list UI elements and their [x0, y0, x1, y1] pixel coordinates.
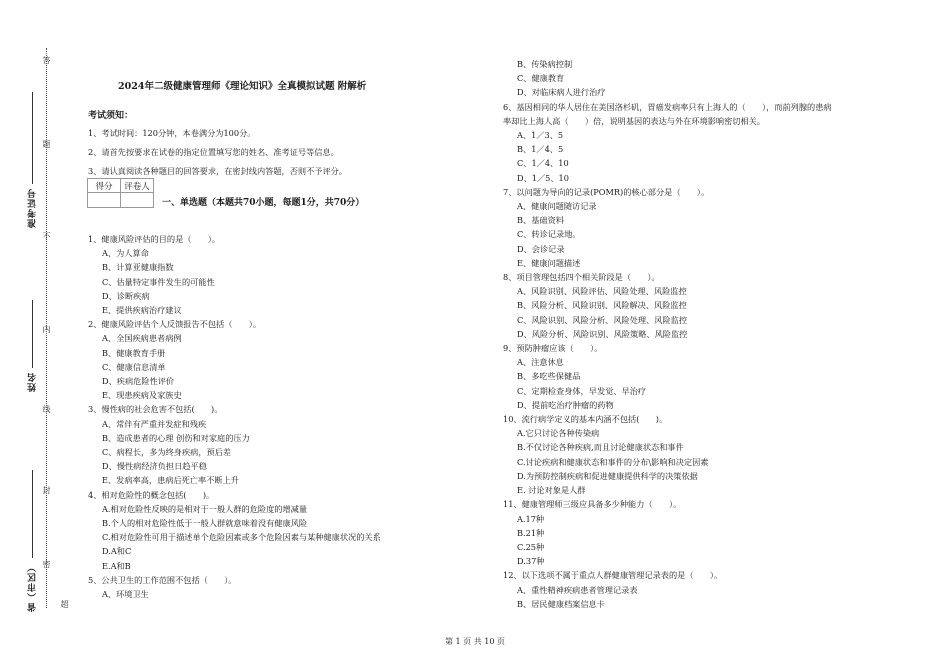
region-line: [32, 470, 33, 558]
answer-option: B、基础资料: [517, 215, 564, 226]
score-table: [87, 178, 154, 208]
right-question-column: [503, 57, 832, 611]
question-stem: 10、流行病学定义的基本内涵不包括( )。: [503, 414, 668, 425]
answer-option: E.A和B: [102, 560, 131, 571]
answer-option: D、对临床病人进行治疗: [517, 87, 606, 98]
answer-option: C.相对危险性可用于描述单个危险因素或多个危险因素与某种健康状况的关系: [102, 532, 381, 543]
question-stem: 7、以问题为导向的记录(POMR)的核心部分是（ ）。: [503, 186, 710, 197]
seal-mark: 内: [42, 325, 51, 333]
answer-option: A、为人算命: [102, 248, 149, 259]
question-stem: 2、健康风险评估个人反馈报告不包括（ ）。: [88, 319, 262, 330]
answer-option: C.讨论疾病和健康状态和事件的分布\影响和决定因素: [517, 456, 709, 467]
answer-option: E、现患疾病及家族史: [102, 390, 182, 401]
answer-option: B、1／4、5: [517, 144, 564, 155]
seal-mark: 答: [42, 56, 51, 64]
page-title: 2024年二级健康管理师《理论知识》全真模拟试题 附解析: [118, 81, 367, 92]
question-stem: 11、健康管理师三级应具备多少种能力（ ）。: [503, 499, 682, 510]
answer-option: E、发病率高，患病后死亡率不断上升: [102, 475, 239, 486]
answer-option: B、居民健康档案信息卡: [517, 598, 605, 609]
seal-mark: 线: [42, 405, 51, 413]
name-line: [32, 300, 33, 368]
exam-number-label: 准考证号: [28, 188, 38, 228]
answer-option: A、环境卫生: [102, 589, 149, 600]
answer-option: D.A和C: [102, 546, 132, 557]
question-stem: 4、相对危险性的概念包括( )。: [88, 489, 215, 500]
seal-mark: 超: [60, 600, 69, 608]
answer-option: D、风险分析、风险识别、风险策略、风险监控: [517, 328, 688, 339]
answer-option: C、健康教育: [517, 73, 565, 84]
answer-option: C、健康信息清单: [102, 361, 166, 372]
answer-option: A、注意休息: [517, 357, 564, 368]
answer-option: A、常伴有严重并发症和残疾: [102, 418, 207, 429]
answer-option: D、会诊记录: [517, 243, 565, 254]
question-stem: 6、基因相同的华人居住在美国洛杉矶，胃癌发病率只有上海人的（ ），而前列腺的患病: [503, 101, 832, 112]
answer-option: B.个人的相对危险性低于一般人群就意味着没有健康风险: [102, 518, 308, 529]
answer-option: E、提供疾病治疗建议: [102, 305, 182, 316]
answer-option: B、传染病控制: [517, 59, 573, 69]
question-stem: 12、以下选项不属于重点人群健康管理记录表的是（ ）。: [503, 570, 723, 581]
answer-option: B、造成患者的心理 创伤和对家庭的压力: [102, 432, 250, 443]
answer-option: E. 讨论对象是人群: [517, 485, 586, 496]
answer-option: C、1／4、10: [517, 158, 569, 169]
region-label: 省（市区）: [28, 562, 38, 612]
answer-option: D、诊断疾病: [102, 290, 150, 301]
answer-option: B、计算亚健康指数: [102, 262, 174, 273]
notice-item: 1、考试时间：120分钟，本卷满分为100分。: [88, 128, 256, 138]
notice-list: [88, 124, 347, 181]
answer-option: D、疾病危险性评价: [102, 376, 175, 387]
seal-mark: 密: [42, 560, 51, 568]
answer-option: B、风险分析、风险识别、风险解决、风险监控: [517, 300, 687, 311]
seal-mark: 封: [42, 486, 51, 494]
seal-mark: 题: [42, 140, 51, 148]
answer-option: A、1／3、5: [517, 130, 564, 141]
binding-margin: [0, 0, 70, 671]
answer-option: A、全国疾病患者病例: [102, 333, 182, 344]
notice-item: 3、请认真阅读各种题目的回答要求，在密封线内答题，否则不予评分。: [88, 166, 348, 176]
answer-option: E、健康问题描述: [517, 257, 581, 268]
answer-option: C、估量特定事件发生的可能性: [102, 276, 215, 287]
name-label: 姓名: [28, 372, 38, 392]
answer-option: B.不仅讨论各种疾病,而且讨论健康状态和事件: [517, 442, 684, 453]
answer-option: A、重性精神疾病患者管理记录表: [517, 584, 638, 595]
question-stem: 5、公共卫生的工作范围不包括（ ）。: [88, 574, 237, 585]
score-header: 得分: [88, 179, 121, 193]
answer-option: C、定期检查身体，早发觉、早治疗: [517, 385, 647, 396]
grader-header: 评卷人: [121, 179, 154, 193]
score-cell[interactable]: [88, 193, 121, 208]
answer-option: D、1／5、10: [517, 172, 569, 183]
answer-option: A.相对危险性反映的是相对于一般人群的危险度的增减量: [102, 503, 308, 514]
answer-option: B、多吃些保健品: [517, 371, 581, 382]
question-stem: 率却比上海人高（ ）倍，说明基因的表达与外在环境影响密切相关。: [503, 115, 766, 126]
answer-option: C、风险识别、风险分析、风险处理、风险监控: [517, 314, 688, 325]
answer-option: B.21种: [517, 527, 545, 538]
answer-option: C、转诊记录地。: [517, 229, 581, 240]
question-stem: 8、项目管理包括四个相关阶段是（ ）。: [503, 272, 660, 283]
answer-option: D.为预防控制疾病和促进健康提供科学的决策依据: [517, 470, 698, 481]
left-question-column: [88, 232, 381, 601]
answer-option: B、健康教育手册: [102, 347, 166, 358]
question-stem: 9、预防肿瘤应该（ ）。: [503, 343, 603, 354]
question-stem: 3、慢性病的社会危害不包括( )。: [88, 404, 223, 415]
notice-heading: 考试须知：: [88, 111, 134, 121]
answer-option: D.37种: [517, 556, 545, 567]
answer-option: C、病程长，多为终身疾病，预后差: [102, 447, 232, 458]
seal-mark: 不: [42, 232, 51, 240]
answer-option: D、慢性病经济负担日趋平稳: [102, 461, 207, 472]
question-stem: 1、健康风险评估的目的是（ ）。: [88, 234, 221, 244]
section-heading: 一、单选题（本题共70小题，每题1分，共70分）: [162, 198, 365, 208]
answer-option: A、健康问题随访记录: [517, 201, 597, 212]
exam-number-line: [32, 92, 33, 184]
page-footer: 第 1 页 共 10 页: [445, 637, 505, 646]
answer-option: D、提前吃治疗肿瘤的药物: [517, 399, 614, 410]
grader-cell[interactable]: [121, 193, 154, 208]
notice-item: 2、请首先按要求在试卷的指定位置填写您的姓名、准考证号等信息。: [88, 147, 339, 157]
answer-option: C.25种: [517, 541, 545, 552]
answer-option: A.17种: [517, 513, 545, 524]
answer-option: A、风险识别、风险评估、风险处理、风险监控: [517, 286, 687, 297]
answer-option: A.它只讨论各种传染病: [517, 428, 600, 439]
